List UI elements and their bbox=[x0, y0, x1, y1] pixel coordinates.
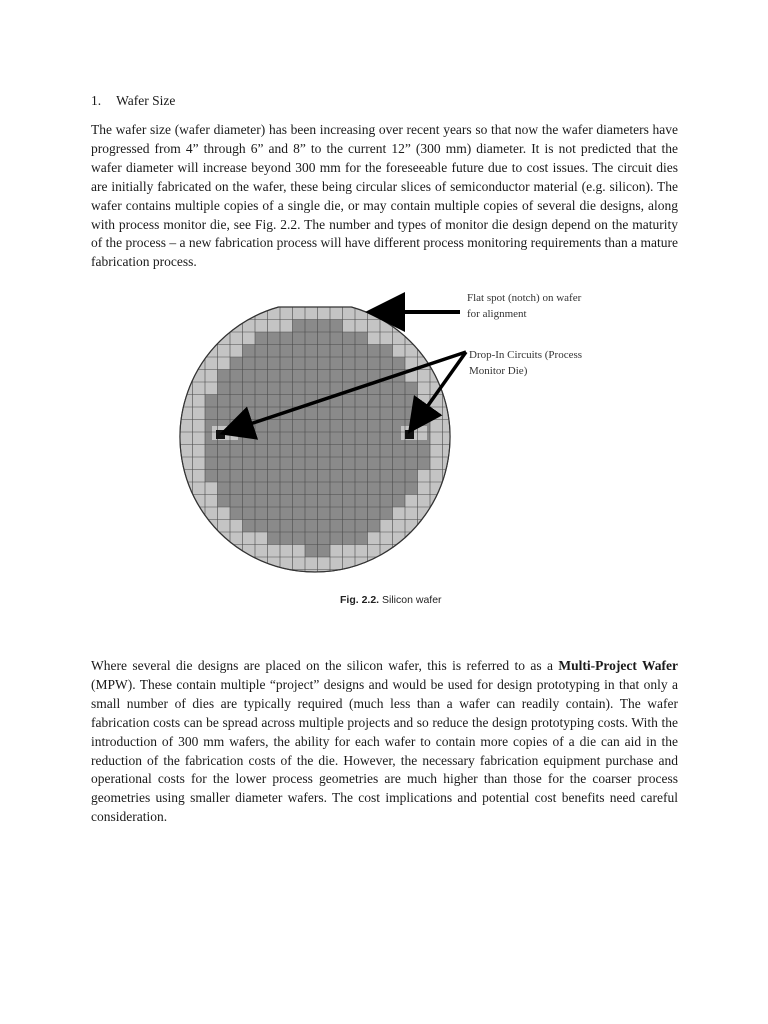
die-cell bbox=[393, 457, 406, 470]
die-cell bbox=[305, 507, 318, 520]
die-cell bbox=[330, 357, 343, 370]
die-cell bbox=[243, 520, 256, 533]
die-cell bbox=[380, 445, 393, 458]
die-cell bbox=[318, 482, 331, 495]
die-cell bbox=[280, 457, 293, 470]
die-cell bbox=[355, 470, 368, 483]
wafer-diagram bbox=[170, 282, 610, 592]
die-cell bbox=[243, 382, 256, 395]
die-cell bbox=[405, 457, 418, 470]
die-cell bbox=[355, 457, 368, 470]
die-cell bbox=[318, 382, 331, 395]
die-cell bbox=[368, 345, 381, 358]
die-cell bbox=[380, 495, 393, 508]
die-cell bbox=[205, 407, 218, 420]
die-cell bbox=[293, 532, 306, 545]
die-cell bbox=[293, 457, 306, 470]
die-cell bbox=[330, 407, 343, 420]
die-cell bbox=[218, 382, 231, 395]
die-cell bbox=[230, 470, 243, 483]
die-cell bbox=[305, 320, 318, 333]
die-cell bbox=[293, 382, 306, 395]
die-cell bbox=[355, 532, 368, 545]
die-cell bbox=[305, 445, 318, 458]
die-cell bbox=[355, 357, 368, 370]
die-cell bbox=[293, 345, 306, 358]
die-cell bbox=[305, 532, 318, 545]
die-cell bbox=[218, 407, 231, 420]
die-cell bbox=[293, 432, 306, 445]
die-cell bbox=[293, 495, 306, 508]
die-cell bbox=[243, 507, 256, 520]
die-cell bbox=[255, 482, 268, 495]
die-cell bbox=[368, 407, 381, 420]
die-cell bbox=[355, 520, 368, 533]
die-cell bbox=[343, 420, 356, 433]
die-cell bbox=[318, 370, 331, 383]
die-cell bbox=[255, 382, 268, 395]
die-cell bbox=[355, 420, 368, 433]
die-cell bbox=[280, 345, 293, 358]
mpw-text-before: Where several die designs are placed on the silicon wafer, this is referred to as a bbox=[91, 658, 559, 673]
die-cell bbox=[230, 482, 243, 495]
die-cell bbox=[380, 407, 393, 420]
die-cell bbox=[218, 495, 231, 508]
die-cell bbox=[230, 395, 243, 408]
die-cell bbox=[330, 507, 343, 520]
die-cell bbox=[330, 370, 343, 383]
die-cell bbox=[355, 370, 368, 383]
die-cell bbox=[318, 357, 331, 370]
die-cell bbox=[330, 495, 343, 508]
die-cell bbox=[330, 445, 343, 458]
die-cell bbox=[318, 520, 331, 533]
die-cell bbox=[305, 457, 318, 470]
die-cell bbox=[355, 482, 368, 495]
caption-text: Silicon wafer bbox=[382, 594, 442, 606]
die-cell bbox=[280, 495, 293, 508]
die-cell bbox=[343, 432, 356, 445]
die-cell bbox=[343, 482, 356, 495]
die-cell bbox=[405, 482, 418, 495]
die-cell bbox=[280, 507, 293, 520]
die-cell bbox=[343, 520, 356, 533]
die-cell bbox=[318, 495, 331, 508]
die-cell bbox=[355, 507, 368, 520]
section-title: Wafer Size bbox=[116, 93, 176, 108]
die-cell bbox=[393, 482, 406, 495]
die-cell bbox=[393, 382, 406, 395]
die-cell bbox=[405, 395, 418, 408]
die-cell bbox=[268, 357, 281, 370]
die-cell bbox=[305, 420, 318, 433]
die-cell bbox=[268, 332, 281, 345]
die-cell bbox=[330, 532, 343, 545]
die-cell bbox=[393, 407, 406, 420]
die-cell bbox=[368, 482, 381, 495]
die-cell bbox=[405, 382, 418, 395]
mpw-paragraph bbox=[91, 657, 678, 827]
die-cell bbox=[343, 370, 356, 383]
die-cell bbox=[343, 532, 356, 545]
die-cell bbox=[330, 470, 343, 483]
die-cell bbox=[280, 470, 293, 483]
die-cell bbox=[255, 445, 268, 458]
mpw-term: Multi-Project Wafer bbox=[558, 658, 679, 673]
die-cell bbox=[368, 445, 381, 458]
die-cell bbox=[318, 345, 331, 358]
silicon-wafer-figure bbox=[170, 282, 610, 622]
die-cell bbox=[343, 407, 356, 420]
die-cell bbox=[218, 482, 231, 495]
die-cell bbox=[230, 445, 243, 458]
die-cell bbox=[293, 507, 306, 520]
die-cell bbox=[230, 370, 243, 383]
die-cell bbox=[305, 382, 318, 395]
die-cell bbox=[368, 495, 381, 508]
die-cell bbox=[268, 470, 281, 483]
die-cell bbox=[268, 370, 281, 383]
die-cell bbox=[330, 482, 343, 495]
die-cell bbox=[280, 482, 293, 495]
die-cell bbox=[243, 482, 256, 495]
die-cell bbox=[230, 407, 243, 420]
die-cell bbox=[405, 470, 418, 483]
die-cell bbox=[393, 395, 406, 408]
die-cell bbox=[318, 545, 331, 558]
die-cell bbox=[230, 495, 243, 508]
die-cell bbox=[368, 395, 381, 408]
die-cell bbox=[293, 370, 306, 383]
die-cell bbox=[243, 445, 256, 458]
die-cell bbox=[330, 332, 343, 345]
die-cell bbox=[405, 407, 418, 420]
die-cell bbox=[318, 407, 331, 420]
die-cell bbox=[318, 432, 331, 445]
die-cell bbox=[305, 407, 318, 420]
die-cell bbox=[343, 332, 356, 345]
die-cell bbox=[268, 445, 281, 458]
die-cell bbox=[318, 457, 331, 470]
monitor-die-left bbox=[216, 430, 225, 439]
die-cell bbox=[280, 432, 293, 445]
die-cell bbox=[268, 395, 281, 408]
die-cell bbox=[405, 445, 418, 458]
die-cell bbox=[418, 457, 431, 470]
die-cell bbox=[268, 507, 281, 520]
die-cell bbox=[218, 457, 231, 470]
die-cell bbox=[355, 445, 368, 458]
die-cell bbox=[380, 357, 393, 370]
die-cell bbox=[255, 457, 268, 470]
die-cell bbox=[305, 495, 318, 508]
die-cell bbox=[293, 445, 306, 458]
die-cell bbox=[393, 357, 406, 370]
die-cell bbox=[380, 457, 393, 470]
die-cell bbox=[368, 520, 381, 533]
die-cell bbox=[355, 495, 368, 508]
die-cell bbox=[393, 445, 406, 458]
die-cell bbox=[255, 345, 268, 358]
die-cell bbox=[305, 345, 318, 358]
monitor-die-right bbox=[405, 430, 414, 439]
die-cell bbox=[318, 445, 331, 458]
die-cell bbox=[355, 407, 368, 420]
die-cell bbox=[255, 395, 268, 408]
die-cell bbox=[255, 370, 268, 383]
die-cell bbox=[305, 470, 318, 483]
die-cell bbox=[268, 495, 281, 508]
die-cell bbox=[243, 495, 256, 508]
die-cell bbox=[293, 420, 306, 433]
die-cell bbox=[280, 532, 293, 545]
die-cell bbox=[280, 420, 293, 433]
die-cell bbox=[268, 457, 281, 470]
die-cell bbox=[218, 370, 231, 383]
die-cell bbox=[268, 420, 281, 433]
die-cell bbox=[243, 370, 256, 383]
die-cell bbox=[418, 445, 431, 458]
die-cell bbox=[205, 445, 218, 458]
die-cell bbox=[280, 445, 293, 458]
die-cell bbox=[380, 470, 393, 483]
die-cell bbox=[230, 357, 243, 370]
die-cell bbox=[268, 382, 281, 395]
figure-caption bbox=[340, 594, 442, 606]
die-cell bbox=[243, 432, 256, 445]
die-cell bbox=[280, 332, 293, 345]
die-cell bbox=[255, 332, 268, 345]
notch-annotation: Flat spot (notch) on wafer for alignment bbox=[467, 292, 582, 320]
die-cell bbox=[305, 520, 318, 533]
die-cell bbox=[380, 382, 393, 395]
die-cell bbox=[305, 357, 318, 370]
die-cell bbox=[305, 332, 318, 345]
die-cell bbox=[380, 482, 393, 495]
die-cell bbox=[280, 395, 293, 408]
die-cell bbox=[293, 357, 306, 370]
die-cell bbox=[230, 507, 243, 520]
die-cell bbox=[293, 320, 306, 333]
die-cell bbox=[318, 420, 331, 433]
die-cell bbox=[255, 495, 268, 508]
die-cell bbox=[218, 395, 231, 408]
die-cell bbox=[330, 345, 343, 358]
die-cell bbox=[268, 345, 281, 358]
die-cell bbox=[255, 507, 268, 520]
die-cell bbox=[255, 470, 268, 483]
die-cell bbox=[243, 357, 256, 370]
die-cell bbox=[393, 495, 406, 508]
die-cell bbox=[343, 470, 356, 483]
die-cell bbox=[280, 382, 293, 395]
dropin-annotation: Drop-In Circuits (Process Monitor Die) bbox=[469, 349, 583, 377]
die-cell bbox=[255, 432, 268, 445]
die-cell bbox=[293, 332, 306, 345]
die-cell bbox=[355, 432, 368, 445]
die-cell bbox=[318, 332, 331, 345]
die-cell bbox=[343, 357, 356, 370]
die-cell bbox=[330, 457, 343, 470]
mpw-text-after: (MPW). These contain multiple “project” designs and would be used for design prototyping in that only a small number of dies are typically required (much less than a wafer can readily contain). The wafer fabrication costs can be spread across multiple projects and so reduce the design prototyping costs. With the introduction of 300 mm wafers, the ability for each wafer to contain more copies of a die can aid in the reduction of the fabrication costs of the die. However, the necessary fabrication equipment purchase and operational costs for the lower process geometries are much higher than those for the coarser process geometries using smaller diameter wafers. The cost implications and potential cost benefits need careful consideration. bbox=[91, 676, 678, 825]
die-cell bbox=[343, 495, 356, 508]
die-cell bbox=[343, 345, 356, 358]
die-cell bbox=[255, 357, 268, 370]
die-cell bbox=[343, 395, 356, 408]
die-cell bbox=[355, 395, 368, 408]
die-cell bbox=[205, 457, 218, 470]
die-cell bbox=[305, 370, 318, 383]
die-cell bbox=[368, 420, 381, 433]
die-cell bbox=[243, 457, 256, 470]
die-cell bbox=[255, 520, 268, 533]
section-heading bbox=[91, 91, 175, 111]
die-cell bbox=[243, 470, 256, 483]
die-cell bbox=[305, 482, 318, 495]
die-cell bbox=[330, 520, 343, 533]
die-cell bbox=[268, 432, 281, 445]
die-cell bbox=[355, 332, 368, 345]
die-cell bbox=[293, 482, 306, 495]
caption-label: Fig. 2.2. bbox=[340, 594, 380, 606]
die-cell bbox=[268, 532, 281, 545]
die-cell bbox=[230, 382, 243, 395]
die-cell bbox=[343, 445, 356, 458]
die-cell bbox=[368, 457, 381, 470]
die-cell bbox=[380, 507, 393, 520]
die-cell bbox=[368, 507, 381, 520]
die-cell bbox=[305, 432, 318, 445]
die-cell bbox=[318, 507, 331, 520]
die-cell bbox=[280, 357, 293, 370]
die-cell bbox=[243, 345, 256, 358]
die-cell bbox=[230, 457, 243, 470]
die-cell bbox=[318, 320, 331, 333]
die-cell bbox=[243, 395, 256, 408]
die-cell bbox=[268, 482, 281, 495]
die-cell bbox=[280, 520, 293, 533]
die-cell bbox=[343, 457, 356, 470]
die-cell bbox=[380, 432, 393, 445]
die-cell bbox=[330, 420, 343, 433]
die-cell bbox=[318, 532, 331, 545]
die-cell bbox=[343, 507, 356, 520]
die-cell bbox=[205, 395, 218, 408]
die-cell bbox=[393, 470, 406, 483]
die-cell bbox=[218, 445, 231, 458]
die-cell bbox=[380, 420, 393, 433]
die-cell bbox=[318, 470, 331, 483]
die-cell bbox=[330, 320, 343, 333]
die-cell bbox=[280, 370, 293, 383]
die-cell bbox=[368, 357, 381, 370]
die-cell bbox=[293, 470, 306, 483]
die-cell bbox=[243, 407, 256, 420]
die-cell bbox=[380, 345, 393, 358]
die-cell bbox=[293, 520, 306, 533]
die-cell bbox=[368, 432, 381, 445]
die-cell bbox=[368, 470, 381, 483]
die-cell bbox=[205, 470, 218, 483]
die-cell bbox=[218, 470, 231, 483]
die-cell bbox=[268, 520, 281, 533]
section-number: 1. bbox=[91, 93, 102, 108]
die-cell bbox=[355, 345, 368, 358]
die-cell bbox=[305, 545, 318, 558]
die-cell bbox=[380, 395, 393, 408]
intro-paragraph: The wafer size (wafer diameter) has been increasing over recent years so that now the wafer diameters have progressed from 4” through 6” and 8” to the current 12” (300 mm) diameter. It is not predicted that the wafer diameter will increase beyond 300 mm for the foreseeable future due to cost issues. The circuit dies are initially fabricated on the wafer, these being circular slices of semiconductor material (e.g. silicon). The wafer contains multiple copies of a single die, or may contain multiple copies of several die designs, along with process monitor die, see Fig. 2.2. The number and types of monitor die design depend on the maturity of the process – a new fabrication process will have different process monitoring requirements than a mature fabrication process. bbox=[91, 122, 678, 270]
die-cell bbox=[330, 432, 343, 445]
